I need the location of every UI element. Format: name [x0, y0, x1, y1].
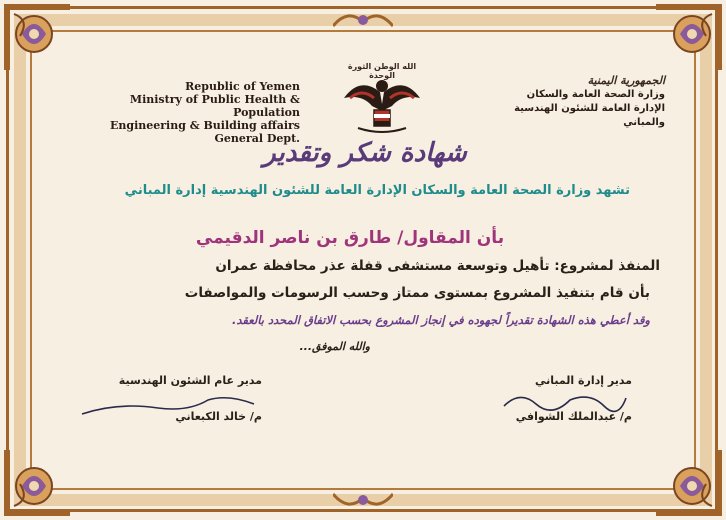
english-header [100, 80, 300, 145]
corner-ornament-icon [652, 446, 726, 520]
signature-title-left: مدير عام الشئون الهندسية [118, 374, 262, 387]
english-header-line: Republic of Yemen [185, 80, 300, 93]
bottom-center-ornament-icon [333, 490, 393, 512]
certificate-line: وقد أعطي هذه الشهادة تقديراً لجهوده في إنجاز المشروع بحسب الاتفاق المحدد بالعقد. [232, 313, 650, 327]
signature-name-right: م/ عبدالملك الشوافي [515, 410, 632, 423]
certificate-title: شهادة شكر وتقدير [263, 138, 467, 168]
emblem-banner-text: الله الوطن الثورة الوحدة [347, 62, 417, 80]
certificate-line: بأن قام بتنفيذ المشروع بمستوى ممتاز وحسب الرسومات والمواصفات [184, 285, 650, 301]
arabic-header-line: وزارة الصحة العامة والسكان [526, 89, 665, 100]
arabic-header [460, 74, 665, 130]
arabic-header-line: الجمهورية اليمنية [587, 74, 665, 87]
signature-name-left: م/ خالد الكبعاني [175, 410, 262, 423]
english-header-line: Engineering & Building affairs [110, 119, 300, 132]
certificate-line: المنفذ لمشروع: تأهيل وتوسعة مستشفى قفلة عذر محافظة عمران [215, 258, 660, 274]
arabic-header-line: والمباني [623, 117, 665, 128]
english-header-line: General Dept. [214, 132, 300, 145]
contractor-name-line: بأن المقاول/ طارق بن ناصر الدقيمي [195, 228, 505, 248]
certificate-line: تشهد وزارة الصحة العامة والسكان الإدارة العامة للشئون الهندسية إدارة المباني [124, 183, 630, 198]
arabic-header-line: الإدارة العامة للشئون الهندسية [514, 103, 665, 114]
top-center-ornament-icon [333, 8, 393, 30]
english-header-line: Ministry of Public Health & [129, 93, 300, 106]
signature-title-right: مدير إدارة المباني [535, 374, 632, 387]
corner-ornament-icon [0, 446, 74, 520]
corner-ornament-icon [652, 0, 726, 74]
english-header-line: Population [233, 106, 300, 119]
closing-line: والله الموفق... [299, 340, 370, 353]
corner-ornament-icon [0, 0, 74, 74]
